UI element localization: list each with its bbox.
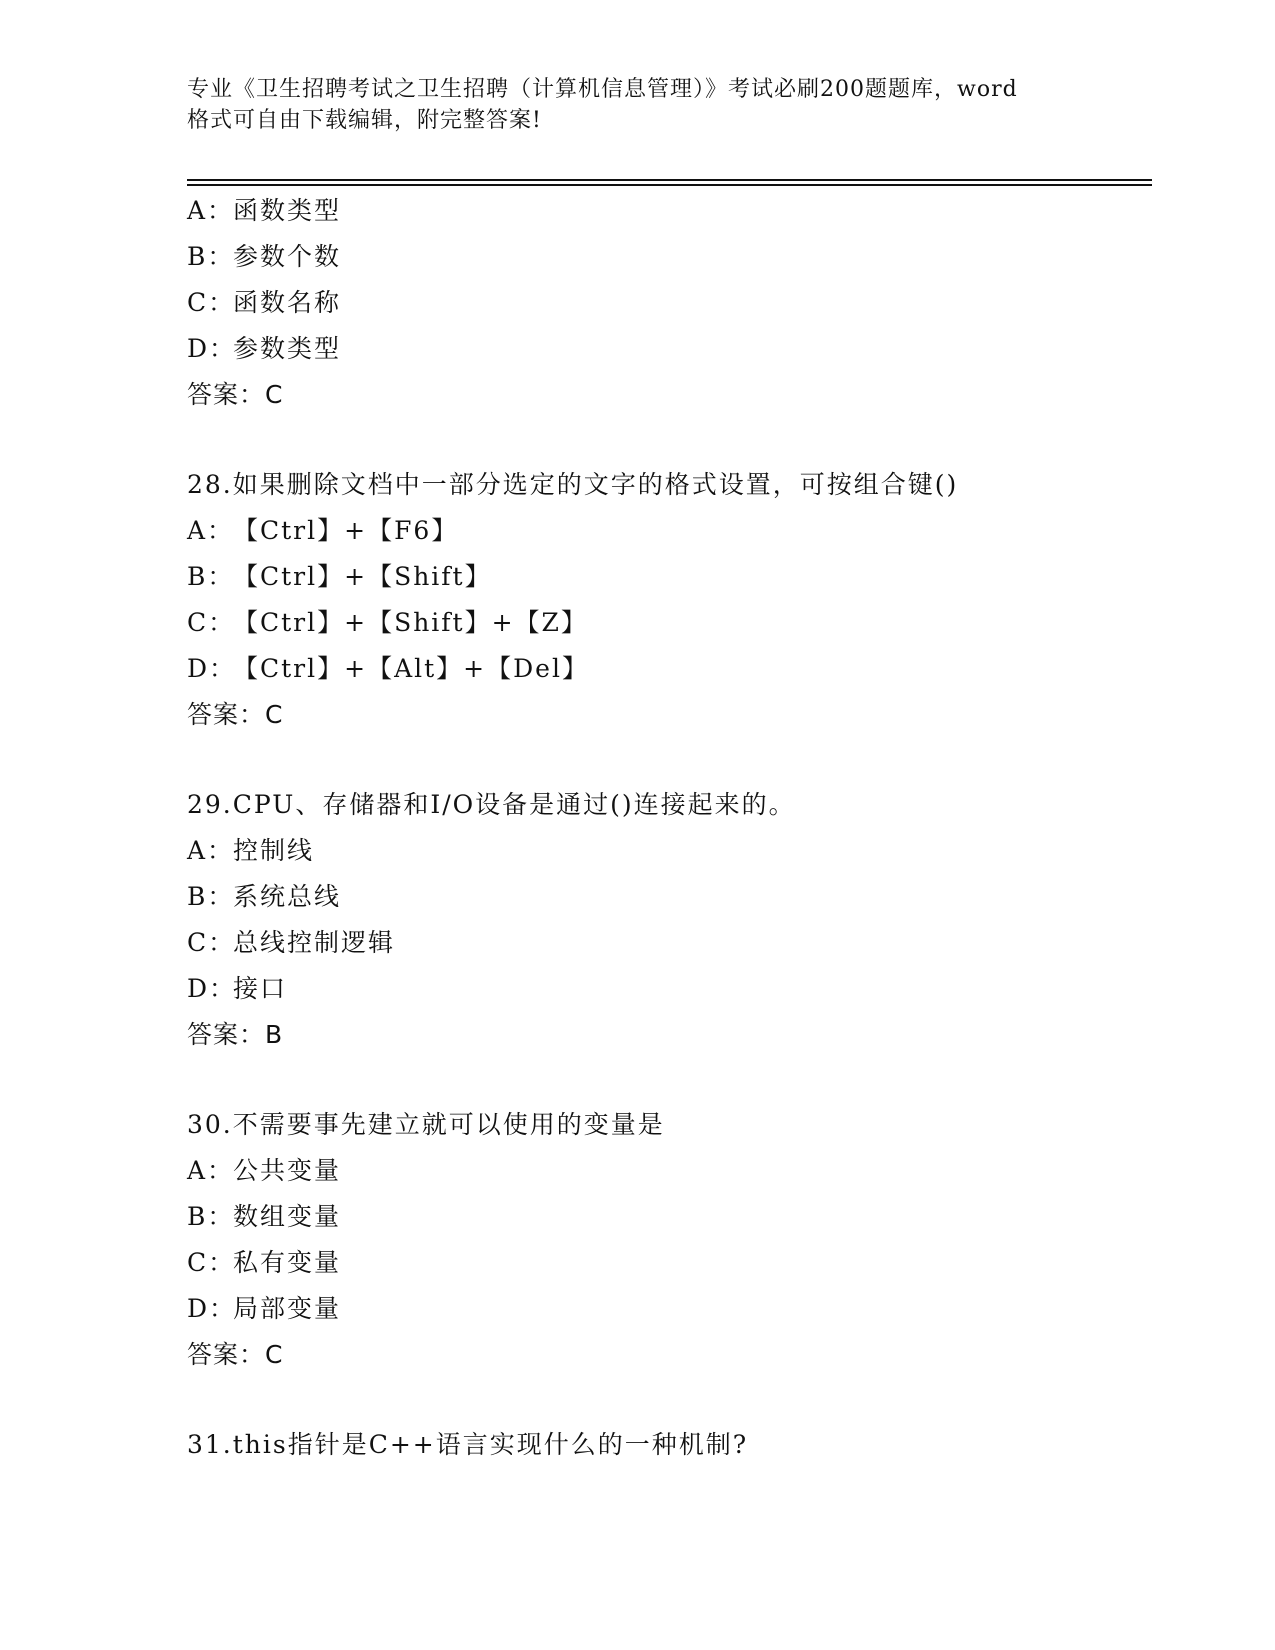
option-label: A： — [187, 836, 235, 865]
option-d — [187, 966, 1152, 1012]
option-text: 【Ctrl】+【Shift】+【Z】 — [233, 608, 588, 637]
option-b — [187, 1194, 1152, 1240]
option-label: B： — [187, 882, 235, 911]
spacer — [187, 418, 1152, 462]
header-divider-bottom — [187, 184, 1152, 186]
option-text: 函数类型 — [233, 196, 342, 225]
option-text: 接口 — [233, 974, 288, 1003]
option-text: 公共变量 — [233, 1156, 342, 1185]
option-text: 参数个数 — [233, 242, 342, 271]
answer-line: 答案：C — [187, 380, 284, 409]
question-block-28 — [187, 462, 1152, 738]
option-label: A： — [187, 516, 235, 545]
option-label: B： — [187, 562, 235, 591]
option-label: C： — [187, 928, 236, 957]
document-header — [187, 74, 1087, 136]
option-c — [187, 1240, 1152, 1286]
option-c — [187, 920, 1152, 966]
option-text: 数组变量 — [233, 1202, 342, 1231]
question-block-29 — [187, 782, 1152, 1058]
option-c — [187, 280, 1152, 326]
option-text: 控制线 — [233, 836, 315, 865]
option-label: B： — [187, 242, 235, 271]
answer-line: 答案：C — [187, 1340, 284, 1369]
header-divider-top — [187, 179, 1152, 181]
answer-line: 答案：C — [187, 700, 284, 729]
spacer — [187, 1058, 1152, 1102]
option-label: A： — [187, 196, 235, 225]
question-list — [187, 188, 1152, 1468]
answer-line: 答案：B — [187, 1020, 284, 1049]
question-text: 28.如果删除文档中一部分选定的文字的格式设置，可按组合键() — [187, 470, 959, 499]
spacer — [187, 1378, 1152, 1422]
option-text: 系统总线 — [233, 882, 342, 911]
question-block-31 — [187, 1422, 1152, 1468]
option-b — [187, 234, 1152, 280]
option-label: B： — [187, 1202, 235, 1231]
option-text: 【Ctrl】+【F6】 — [233, 516, 459, 545]
option-text: 私有变量 — [233, 1248, 342, 1277]
option-d — [187, 1286, 1152, 1332]
option-text: 参数类型 — [233, 334, 342, 363]
spacer — [187, 738, 1152, 782]
option-c — [187, 600, 1152, 646]
option-a — [187, 828, 1152, 874]
option-label: D： — [187, 1294, 237, 1323]
option-text: 局部变量 — [233, 1294, 342, 1323]
question-text: 31.this指针是C++语言实现什么的一种机制? — [187, 1430, 749, 1459]
option-a — [187, 508, 1152, 554]
option-text: 总线控制逻辑 — [233, 928, 396, 957]
option-label: A： — [187, 1156, 235, 1185]
header-line-1: 专业《卫生招聘考试之卫生招聘（计算机信息管理）》考试必刷200题题库，word — [187, 77, 1018, 102]
option-label: D： — [187, 334, 237, 363]
question-text: 30.不需要事先建立就可以使用的变量是 — [187, 1110, 665, 1139]
option-a — [187, 188, 1152, 234]
question-text: 29.CPU、存储器和I/O设备是通过()连接起来的。 — [187, 790, 796, 819]
option-label: C： — [187, 608, 236, 637]
option-text: 【Ctrl】+【Shift】 — [233, 562, 492, 591]
option-label: C： — [187, 1248, 236, 1277]
option-label: D： — [187, 654, 237, 683]
option-text: 【Ctrl】+【Alt】+【Del】 — [233, 654, 589, 683]
option-d — [187, 326, 1152, 372]
question-block-27 — [187, 188, 1152, 418]
option-b — [187, 554, 1152, 600]
option-label: D： — [187, 974, 237, 1003]
header-line-2: 格式可自由下载编辑，附完整答案! — [187, 108, 542, 133]
option-b — [187, 874, 1152, 920]
option-a — [187, 1148, 1152, 1194]
option-label: C： — [187, 288, 236, 317]
question-block-30 — [187, 1102, 1152, 1378]
option-d — [187, 646, 1152, 692]
option-text: 函数名称 — [233, 288, 342, 317]
